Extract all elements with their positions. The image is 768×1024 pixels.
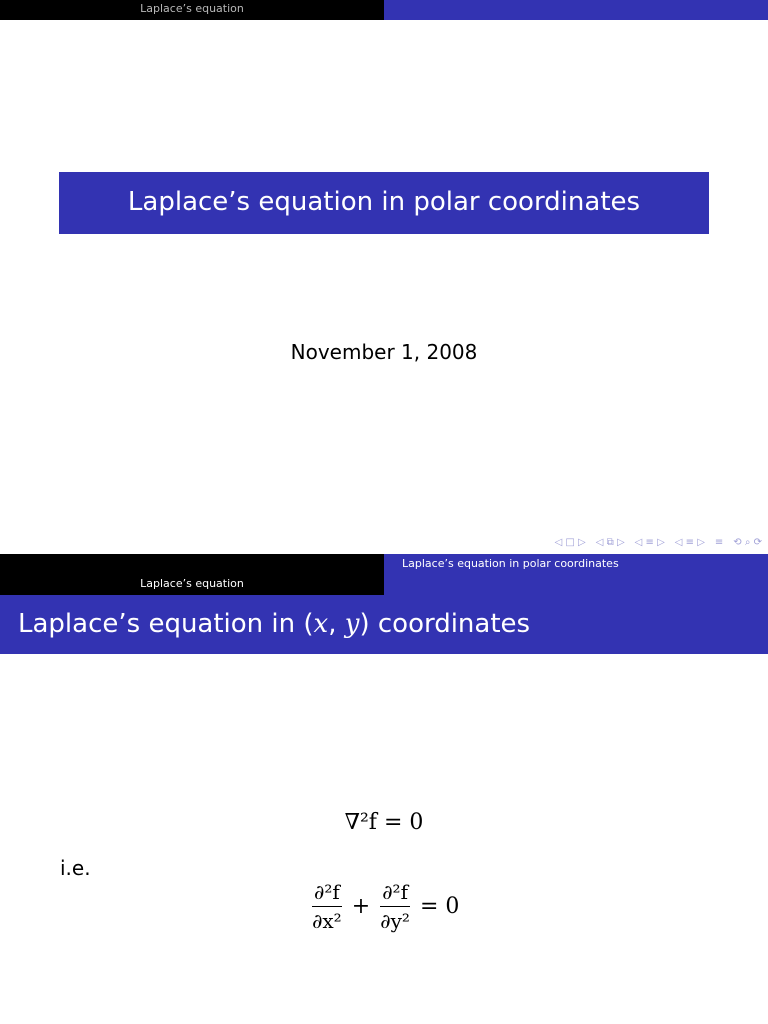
nav-frame-icon[interactable]: ◁ □ ▷ (554, 536, 586, 548)
laplacian-equation: ∇²f = 0 (344, 810, 424, 835)
frame-title-suffix: ) coordinates (359, 609, 531, 639)
fraction-x-numerator: ∂²f (312, 880, 342, 907)
header-presentation-title: Laplace’s equation in polar coordinates (402, 557, 619, 570)
partial-derivative-equation (308, 876, 465, 936)
nav-search-icon[interactable]: ⟲ ⌕ ⟳ (733, 536, 762, 548)
nav-subsection-list-icon[interactable]: ◁ ≡ ▷ (674, 536, 705, 548)
frame-title (18, 595, 530, 653)
nav-appendix-icon[interactable]: ≡ (714, 536, 724, 548)
header-bar-right-top (384, 554, 768, 574)
fraction-y-numerator: ∂²f (380, 880, 410, 907)
header-section-right (384, 0, 768, 20)
fraction-y-denominator: ∂y² (380, 908, 410, 933)
content-slide (0, 554, 768, 1024)
ie-label: i.e. (60, 856, 91, 880)
fraction-y (380, 880, 410, 933)
frame-title-bar (0, 595, 768, 654)
plus-sign: + (351, 893, 371, 919)
nav-subsection-icon[interactable]: ◁ ⧉ ▷ (595, 536, 625, 548)
header-bar-left-top (0, 554, 384, 574)
frame-title-var-x: x (313, 609, 329, 639)
frame-title-prefix: Laplace’s equation in ( (18, 609, 314, 639)
presentation-title: Laplace’s equation in polar coordinates (127, 187, 641, 217)
frame-title-var-y: y (344, 609, 360, 639)
header-short-title: Laplace’s equation (140, 2, 244, 15)
header-section-title: Laplace’s equation (140, 577, 244, 590)
frame-title-sep: , (328, 609, 345, 639)
header-bar-right-bottom (384, 574, 768, 595)
nav-section-icon[interactable]: ◁ ≡ ▷ (634, 536, 665, 548)
header-section-left (0, 0, 384, 20)
equals-zero: = 0 (419, 893, 460, 919)
header-bar-left-bottom (0, 574, 384, 595)
fraction-x-denominator: ∂x² (312, 908, 342, 933)
navigation-bar (555, 535, 762, 549)
fraction-x (312, 880, 342, 933)
presentation-date: November 1, 2008 (290, 340, 478, 364)
presentation-title-box (59, 172, 709, 234)
